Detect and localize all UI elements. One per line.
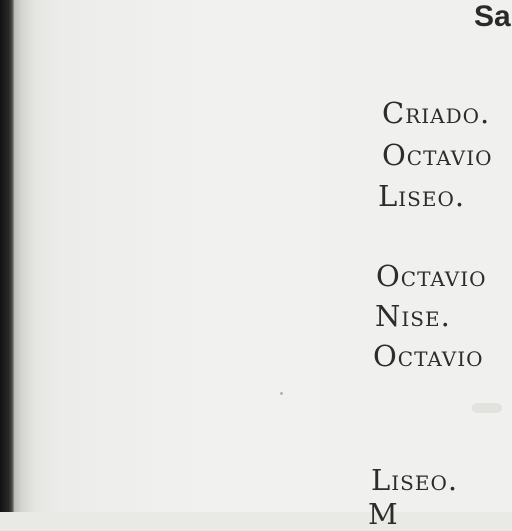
page-binding-edge (0, 0, 14, 512)
speaker-name: Liseo. (371, 463, 459, 497)
page-heading-fragment: Sa (474, 0, 511, 33)
speaker-name: Liseo. (378, 179, 466, 213)
speaker-name-partial: M (368, 497, 399, 531)
paper-smudge (472, 403, 502, 413)
speaker-name: Octavio (376, 259, 487, 293)
speaker-name: Criado. (382, 96, 491, 130)
speaker-name: Octavio (373, 339, 484, 373)
speaker-name: Nise. (375, 299, 451, 333)
paper-speck (280, 392, 283, 395)
speaker-name: Octavio (382, 138, 493, 172)
page-gutter-shadow (14, 0, 36, 512)
